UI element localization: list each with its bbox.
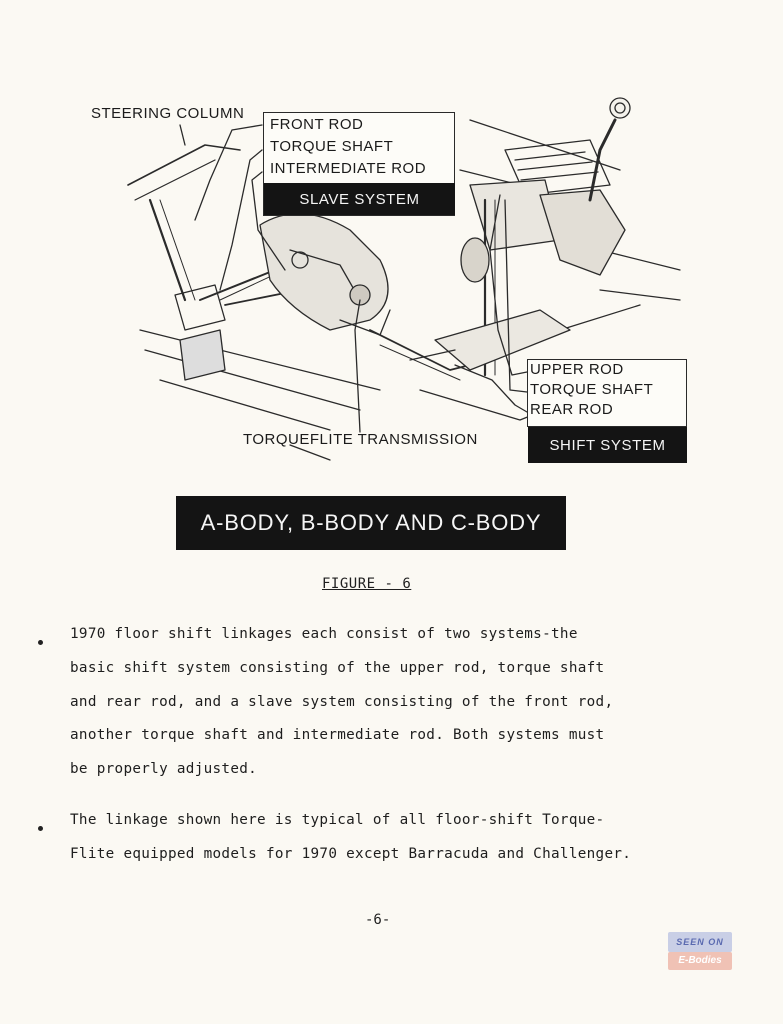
bullet-2 — [38, 826, 43, 831]
paragraph-2-line: The linkage shown here is typical of all floor-shift Torque- — [70, 812, 605, 828]
paragraph-1-line: basic shift system consisting of the upper rod, torque shaft — [70, 659, 605, 676]
shift-torque-shaft-label: TORQUE SHAFT — [530, 381, 654, 398]
paragraph-1-line: 1970 floor shift linkages each consist of two systems-the — [70, 626, 578, 642]
body-type-banner: A-BODY, B-BODY AND C-BODY — [176, 496, 566, 550]
paragraph-1 — [70, 618, 750, 787]
steering-column-label: STEERING COLUMN — [91, 105, 245, 122]
shift-system-label: SHIFT SYSTEM — [528, 427, 687, 463]
watermark-bottom-text: E-Bodies — [668, 952, 732, 970]
watermark-top-text: SEEN ON — [668, 932, 732, 952]
shift-system-callout — [527, 359, 687, 427]
slave-system-label: SLAVE SYSTEM — [264, 183, 455, 215]
paragraph-2-line: Flite equipped models for 1970 except Barracuda and Challenger. — [70, 845, 632, 862]
front-rod-label: FRONT ROD — [270, 116, 364, 133]
paragraph-1-line: be properly adjusted. — [70, 761, 258, 778]
torqueflite-transmission-label: TORQUEFLITE TRANSMISSION — [243, 431, 478, 448]
page-number: -6- — [365, 912, 391, 928]
site-watermark-logo — [668, 932, 732, 972]
torque-shaft-label: TORQUE SHAFT — [270, 138, 394, 155]
upper-rod-label: UPPER ROD — [530, 361, 624, 378]
rear-rod-label: REAR ROD — [530, 401, 614, 418]
paragraph-1-line: another torque shaft and intermediate rod. Both systems must — [70, 727, 605, 744]
intermediate-rod-label: INTERMEDIATE ROD — [270, 160, 427, 177]
figure-title: FIGURE - 6 — [322, 576, 412, 592]
paragraph-2 — [70, 804, 770, 872]
paragraph-1-line: and rear rod, and a slave system consisting of the front rod, — [70, 693, 614, 710]
bullet-1 — [38, 640, 43, 645]
